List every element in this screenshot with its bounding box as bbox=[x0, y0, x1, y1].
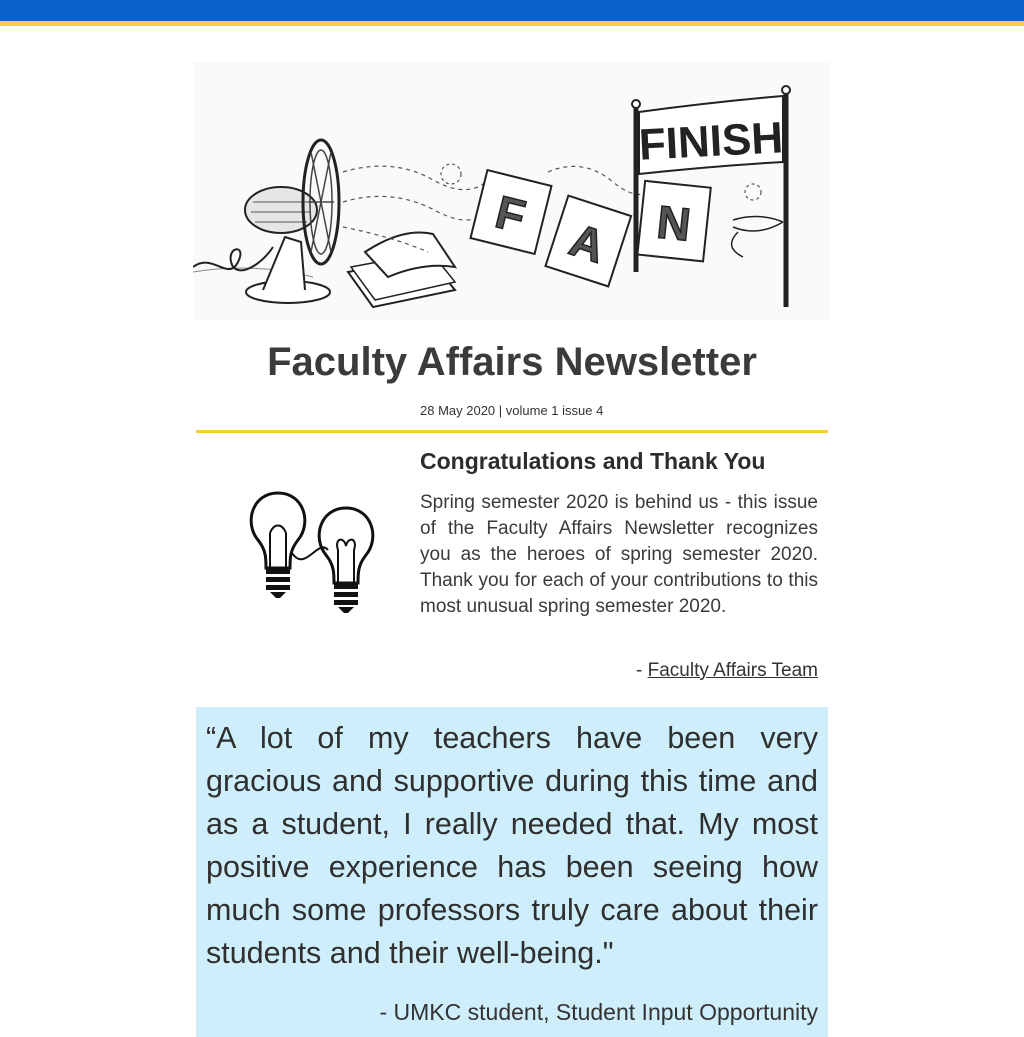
quote-attribution: - UMKC student, Student Input Opportunity bbox=[379, 999, 818, 1025]
student-quote-box bbox=[196, 707, 828, 1037]
issue-dateline: 28 May 2020 | volume 1 issue 4 bbox=[420, 403, 604, 418]
top-blue-bar bbox=[0, 0, 1024, 21]
faculty-affairs-team-link[interactable]: Faculty Affairs Team bbox=[647, 660, 818, 681]
letter-f: F bbox=[490, 185, 531, 243]
letter-n: N bbox=[654, 195, 694, 251]
article-signature bbox=[420, 660, 818, 682]
article-heading: Congratulations and Thank You bbox=[420, 448, 766, 474]
fan-finish-illustration bbox=[193, 62, 829, 320]
finish-banner-text: FINISH bbox=[637, 113, 785, 170]
signature-prefix: - bbox=[636, 660, 648, 681]
article-body: Spring semester 2020 is behind us - this issue of the Faculty Affairs Newsletter recognizes you as the heroes of spring semester 2020. Thank you for each of your contributions to this most unusual spring semester 2020. bbox=[420, 492, 818, 617]
newsletter-title: Faculty Affairs Newsletter bbox=[267, 340, 757, 384]
top-gold-line bbox=[0, 21, 1024, 26]
letter-a: A bbox=[563, 213, 612, 273]
quote-text: “A lot of my teachers have been very gracious and supportive during this time and as a student, I really needed that. My most positive experience has been seeing how much some professors truly care about their students and their well-being." bbox=[206, 721, 818, 970]
lightbulbs-icon bbox=[230, 478, 390, 618]
section-divider bbox=[196, 430, 828, 433]
